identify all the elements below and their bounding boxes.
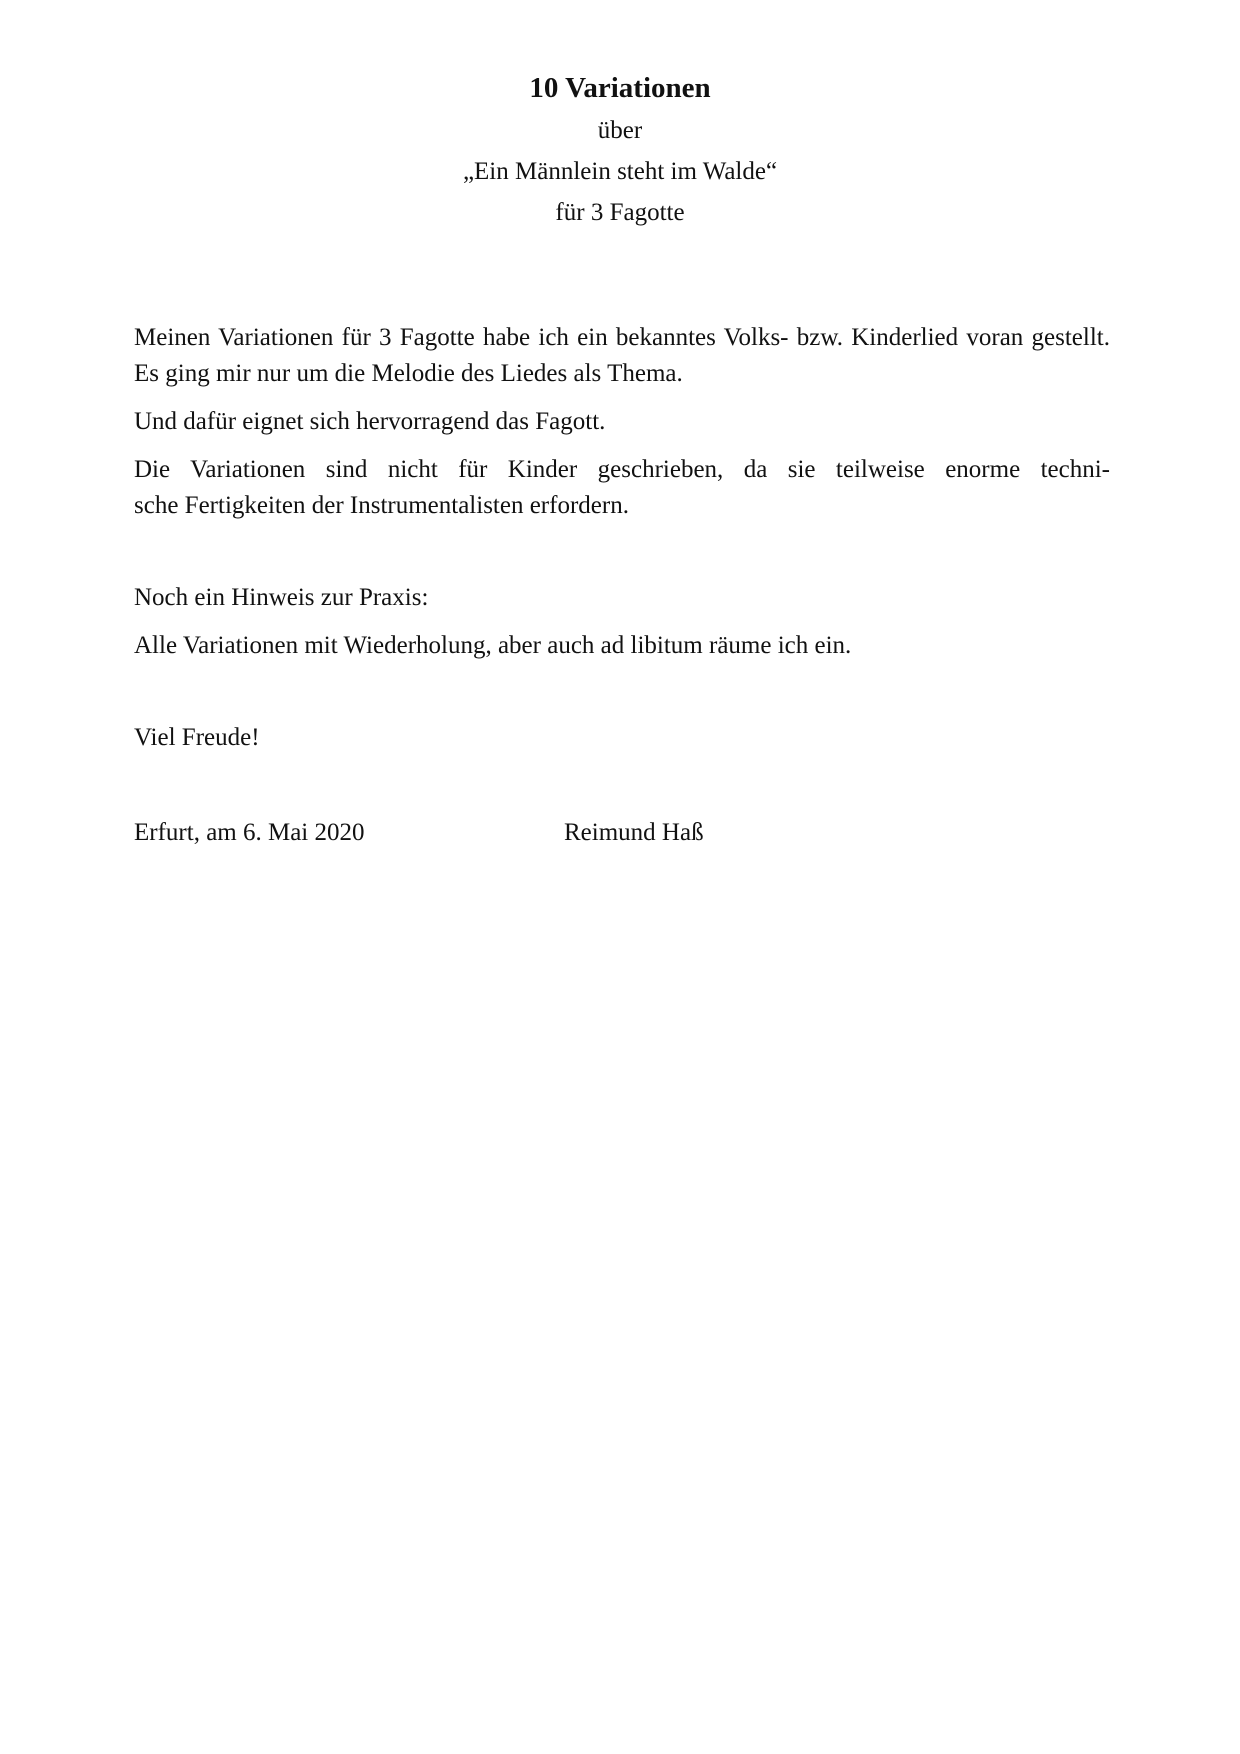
note-text: Alle Variationen mit Wiederholung, aber auch ad libitum räume ich ein.	[134, 632, 852, 659]
place-and-date: Erfurt, am 6. Mai 2020	[134, 819, 365, 846]
spacer	[134, 676, 1110, 720]
spacer	[134, 768, 1110, 815]
subtitle-instrumentation: für 3 Fagotte	[555, 199, 685, 226]
paragraph-not-for-children-line-2: sche Fertigkeiten der Instrumentalisten erfordern.	[134, 492, 629, 519]
author-name: Reimund Haß	[564, 819, 704, 846]
title-block	[0, 66, 1240, 233]
spacer	[134, 536, 1110, 580]
document-body	[134, 320, 1110, 855]
paragraph-not-for-children-line-1: Die Variationen sind nicht für Kinder geschrieben, da sie teilweise enorme techni-	[134, 456, 1110, 483]
subtitle-song-name: „Ein Männlein steht im Walde“	[462, 158, 778, 185]
note-heading: Noch ein Hinweis zur Praxis:	[134, 584, 429, 611]
paragraph-fagott: Und dafür eignet sich hervorragend das Fagott.	[134, 408, 606, 435]
paragraph-intro: Meinen Variationen für 3 Fagotte habe ich ein bekanntes Volks- bzw. Kinderlied voran gestellt. Es ging mir nur um die Melodie des Liedes als Thema.	[134, 324, 1110, 387]
signature-row	[134, 815, 1110, 855]
closing-greeting: Viel Freude!	[134, 724, 260, 751]
paragraph-not-for-children	[134, 452, 1110, 524]
subtitle-line-ueber: über	[597, 117, 643, 144]
document-title: 10 Variationen	[529, 72, 711, 104]
